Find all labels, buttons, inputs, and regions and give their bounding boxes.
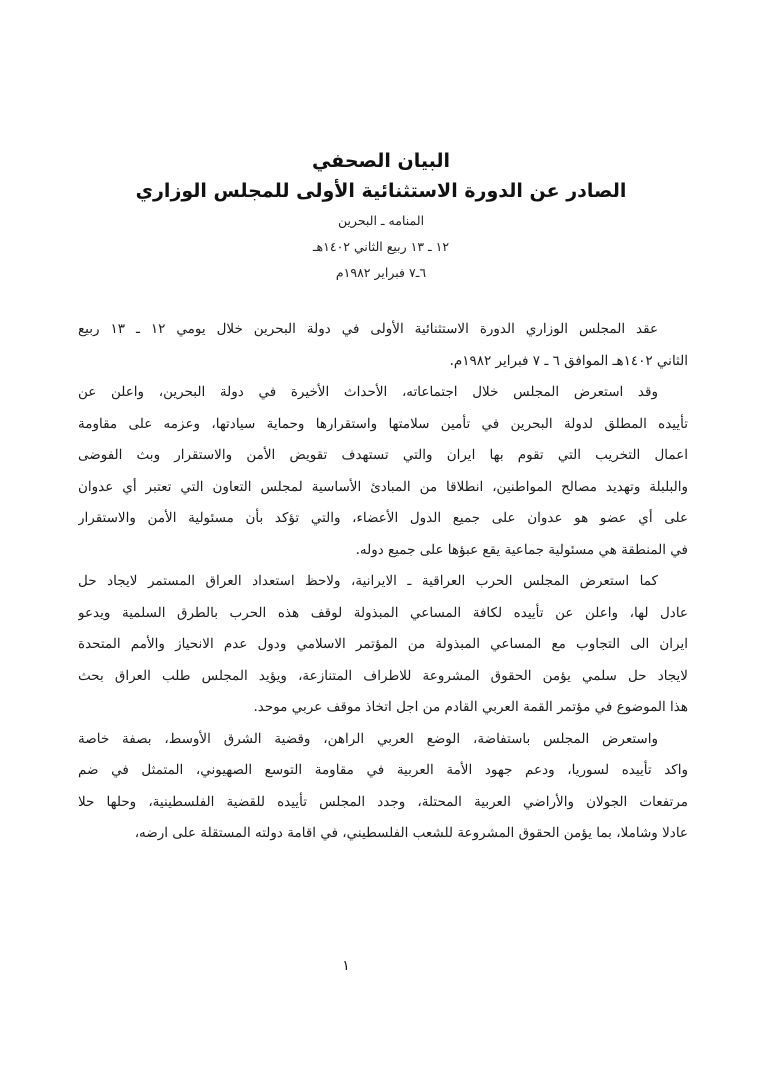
paragraph: [78, 314, 688, 377]
paragraph-line: عقد المجلس الوزاري الدورة الاستثنائية الأولى في دولة البحرين خلال يومي ١٢ ـ ١٣ ربيع: [78, 321, 659, 337]
paragraph: [78, 566, 688, 724]
paragraph-line: الثاني ١٤٠٢هـ الموافق ٦ ـ ٧ فبراير ١٩٨٢م.: [449, 352, 688, 369]
document-body: [78, 314, 688, 850]
paragraph-line: تأييده المطلق لدولة البحرين في تأمين سلامتها واستقرارها وحماية سيادتها، وعزمه على مقاومة: [78, 415, 688, 432]
paragraph-line: وقد استعرض المجلس خلال اجتماعاته، الأحداث الأخيرة في دولة البحرين، واعلن عن: [78, 384, 658, 400]
paragraph-line: على أي عضو هو عدوان على جميع الدول الأعضاء، والتي تؤكد بأن مسئولية الأمن والاستقرار: [78, 510, 688, 526]
document-date-hijri: ١٢ ـ ١٣ ربيع الثاني ١٤٠٢هـ: [312, 239, 450, 254]
paragraph-line: في المنطقة هي مسئولية جماعية يقع عبؤها على جميع دوله.: [355, 541, 688, 558]
paragraph-line: عادلا وشاملا، بما يؤمن الحقوق المشروعة للشعب الفلسطيني، في اقامة دولته المستقلة على ارضه،: [134, 825, 688, 841]
document-header: [0, 146, 762, 286]
paragraph-line: واستعرض المجلس باستفاضة، الوضع العربي الراهن، وقضية الشرق الأوسط، بصفة خاصة: [78, 730, 658, 747]
page-number: ١: [342, 958, 350, 974]
paragraph-line: واكد تأييده لسوريا، ودعم جهود الأمة العربية في مقاومة التوسع الصهيوني، المتمثل في ضم: [78, 762, 688, 778]
paragraph-line: لايجاد حل سلمي يؤمن الحقوق المشروعة للاطراف المتنازعة، ويؤيد المجلس طلب العراق بحث: [78, 667, 688, 684]
paragraph-line: هذا الموضوع في مؤتمر القمة العربي القادم من اجل اتخاذ موقف عربي موحد.: [253, 699, 688, 715]
paragraph-line: عادل لها، واعلن عن تأييده لكافة المساعي المبذولة لوقف هذه الحرب بالطرق السلمية ويدعو: [78, 604, 688, 621]
paragraph: [78, 724, 688, 850]
document-location: المنامه ـ البحرين: [337, 213, 425, 228]
document-title: البيان الصحفي: [311, 150, 451, 172]
document-date-gregorian: ٦ـ٧ فبراير ١٩٨٢م: [335, 265, 427, 280]
paragraph-line: ايران الى التجاوب مع المساعي المبذولة من المؤتمر الاسلامي ودول عدم الانحياز والأمم المتحدة: [78, 636, 688, 652]
paragraph-line: مرتفعات الجولان والأراضي العربية المحتلة، وجدد المجلس تأييده للقضية الفلسطينية، وحلها حلا: [78, 793, 688, 810]
paragraph-line: اعمال التخريب التي تقوم بها ايران والتي تستهدف تقويض الأمن والاستقرار وبث الفوضى: [78, 447, 688, 463]
paragraph-line: والبلبلة وتهديد مصالح المواطنين، انطلاقا من المبادئ الأساسية لمجلس التعاون التي تعتبر أي عدوان: [78, 478, 688, 495]
paragraph-line: كما استعرض المجلس الحرب العراقية ـ الايرانية، ولاحظ استعداد العراق المستمر لايجاد حل: [78, 573, 658, 589]
document-subtitle: الصادر عن الدورة الاستثنائية الأولى للمجلس الوزاري: [135, 180, 627, 202]
paragraph: [78, 377, 688, 566]
